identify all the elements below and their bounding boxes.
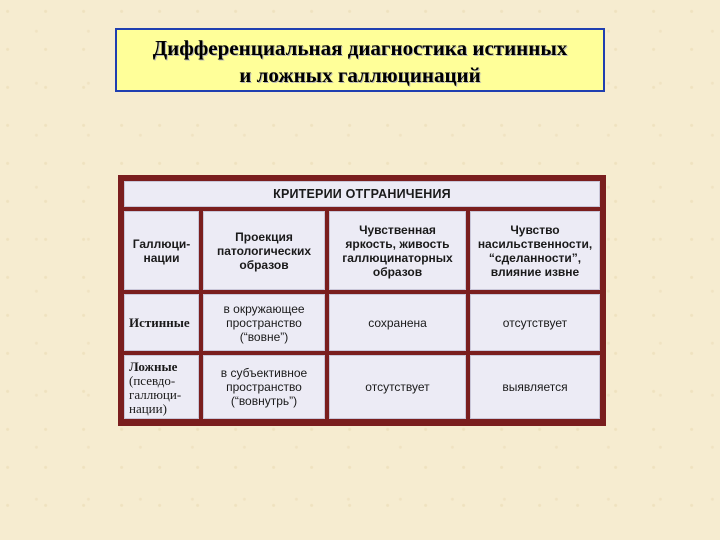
row-label-false-sub: (псевдо- галлюци- нации) [129, 373, 182, 416]
column-header-brightness: Чувственная яркость, живость галлюцинаторных образов [329, 211, 466, 290]
cell-true-brightness: сохранена [329, 294, 466, 351]
title-line-1: Дифференциальная диагностика истинных [152, 36, 568, 60]
cell-false-violence: выявляется [470, 355, 600, 419]
criteria-table [118, 175, 606, 426]
slide-title [115, 28, 605, 92]
row-label-false [124, 355, 199, 419]
column-header-projection: Проекция патологических образов [203, 211, 325, 290]
corner-cell: Галлюци- нации [124, 211, 199, 290]
column-header-violence: Чувство насильственности, “сделанности”, влияние извне [470, 211, 600, 290]
cell-false-projection: в субъективное пространство (“вовнутрь”) [203, 355, 325, 419]
row-label-true: Истинные [124, 294, 199, 351]
title-line-2: и ложных галлюцинаций [239, 63, 481, 87]
cell-true-projection: в окружающее пространство (“вовне”) [203, 294, 325, 351]
row-label-false-main: Ложные [129, 359, 178, 374]
table-header: КРИТЕРИИ ОТГРАНИЧЕНИЯ [124, 181, 600, 207]
cell-false-brightness: отсутствует [329, 355, 466, 419]
cell-true-violence: отсутствует [470, 294, 600, 351]
